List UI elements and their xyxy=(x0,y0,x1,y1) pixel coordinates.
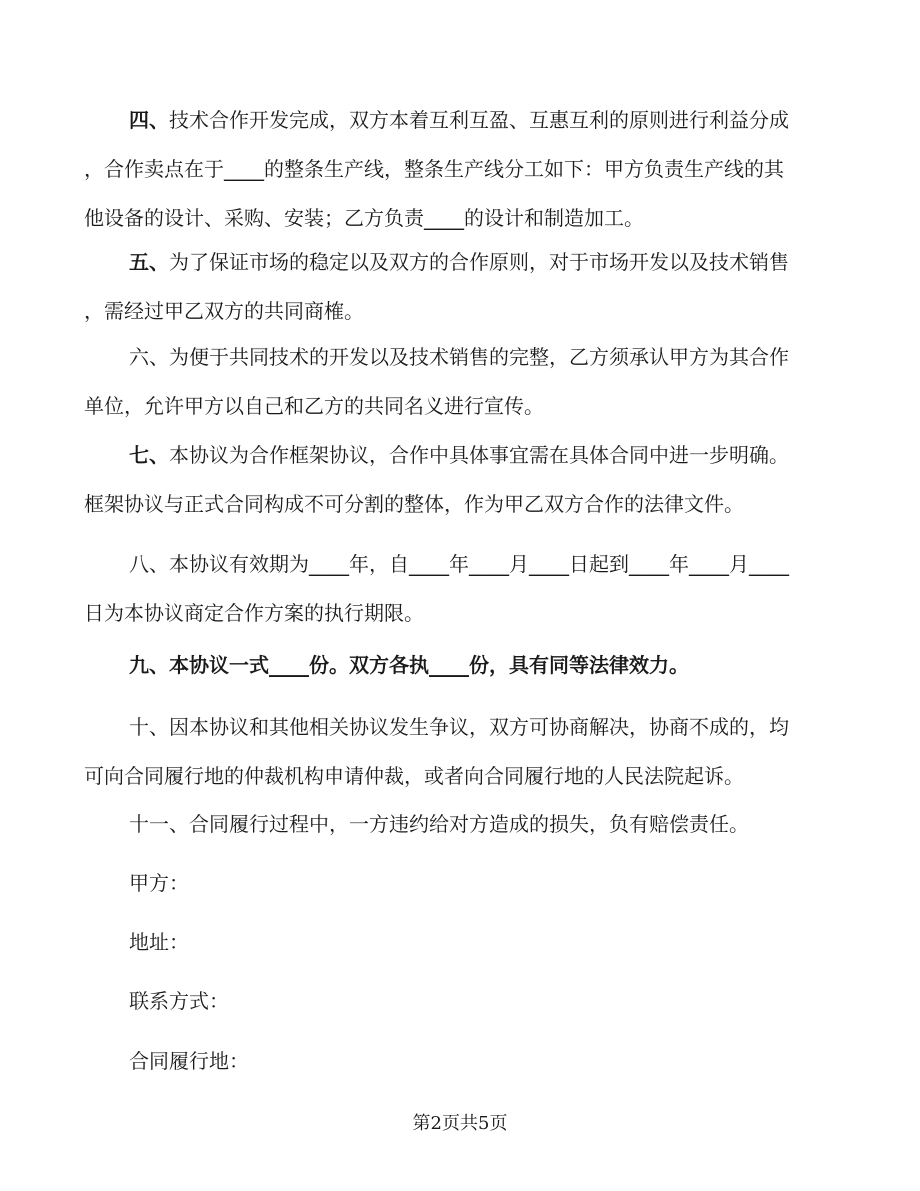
clause-10-line-1: 十、因本协议和其他相关协议发生争议，双方可协商解决，协商不成的，均 xyxy=(129,715,789,739)
clause-7-line-2: 框架协议与正式合同构成不可分割的整体，作为甲乙双方合作的法律文件。 xyxy=(84,492,744,516)
clause-7-line-1: 七、本协议为合作框架协议，合作中具体事宜需在具体合同中进一步明确。 xyxy=(129,443,789,467)
clause-11-line-1: 十一、合同履行过程中，一方违约给对方造成的损失，负有赔偿责任。 xyxy=(129,812,749,836)
clause-5-number: 五、 xyxy=(129,250,169,274)
clause-6-line-2: 单位，允许甲方以自己和乙方的共同名义进行宣传。 xyxy=(84,394,544,418)
page-number: 第2页共5页 xyxy=(412,1113,508,1134)
clause-4-line-1: 四、技术合作开发完成，双方本着互利互盈、互惠互利的原则进行利益分成 xyxy=(129,108,789,132)
clause-4 xyxy=(84,96,824,243)
clause-8 xyxy=(84,540,824,638)
clause-10-line-2: 可向合同履行地的仲裁机构申请仲裁，或者向合同履行地的人民法院起诉。 xyxy=(84,764,744,788)
clause-9-line-1: 九、本协议一式____份。双方各执____份，具有同等法律效力。 xyxy=(129,653,689,677)
party-a-label: 甲方： xyxy=(129,871,189,895)
clause-11 xyxy=(84,800,824,849)
clause-8-line-1: 八、本协议有效期为____年，自____年____月____日起到____年____月____ xyxy=(129,552,789,576)
contact-label: 联系方式： xyxy=(129,989,229,1013)
clause-6 xyxy=(84,333,824,431)
clause-8-line-2: 日为本协议商定合作方案的执行期限。 xyxy=(84,601,424,625)
clause-4-line-3: 他设备的设计、采购、安装；乙方负责____的设计和制造加工。 xyxy=(84,206,644,230)
clause-7-number: 七、 xyxy=(129,443,169,467)
clause-6-line-1: 六、为便于共同技术的开发以及技术销售的完整，乙方须承认甲方为其合作 xyxy=(129,345,789,369)
clause-5 xyxy=(84,238,824,336)
address-label: 地址： xyxy=(129,930,189,954)
clause-4-line-2: ，合作卖点在于____的整条生产线，整条生产线分工如下：甲方负责生产线的其 xyxy=(84,157,784,181)
clause-4-number: 四、 xyxy=(129,108,169,132)
clause-10 xyxy=(84,703,824,801)
clause-5-line-1: 五、为了保证市场的稳定以及双方的合作原则，对于市场开发以及技术销售 xyxy=(129,250,789,274)
performance-place-label: 合同履行地： xyxy=(129,1049,249,1073)
clause-7 xyxy=(84,431,824,529)
clause-9 xyxy=(84,641,824,690)
clause-5-line-2: ，需经过甲乙双方的共同商榷。 xyxy=(84,299,364,323)
